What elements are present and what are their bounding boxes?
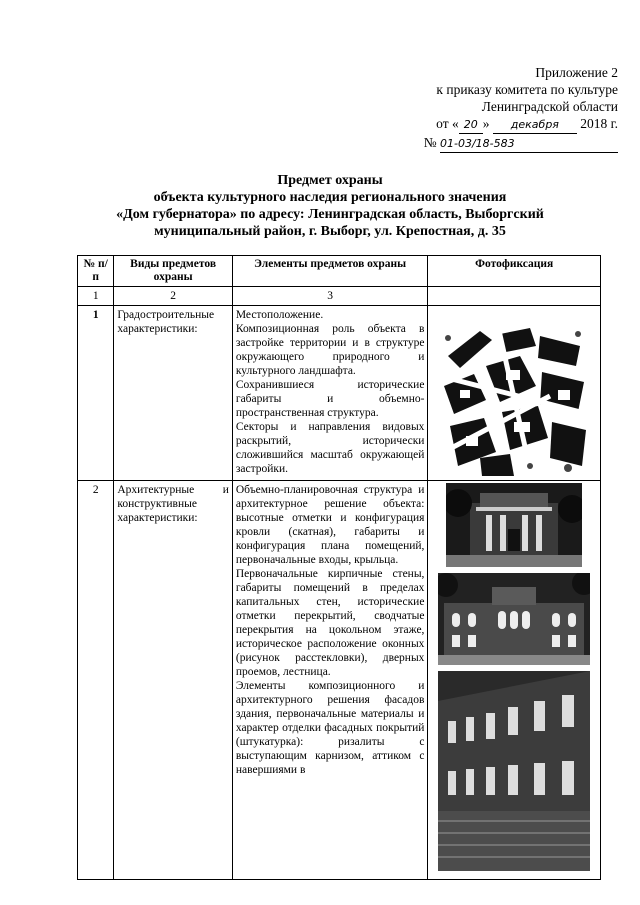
order-region-line: Ленинградской области bbox=[481, 99, 618, 114]
col-number-2: 2 bbox=[114, 287, 232, 306]
row-elements: Местоположение. Композиционная роль объекта в застройке территории и в структуре окружающего природного и культурного ландшафта. Сохранившиеся исторические габариты и объемно-пространственная структура. Секторы и направления видовых раскрытий, исторически сложившийся масштаб окружающей застройки. bbox=[232, 306, 428, 481]
document-title bbox=[60, 172, 600, 240]
col-header-elements: Элементы предметов охраны bbox=[232, 256, 428, 287]
order-number-value: 01-03/18-583 bbox=[440, 135, 618, 153]
date-day: 20 bbox=[459, 116, 483, 134]
appendix-label: Приложение 2 bbox=[535, 65, 618, 80]
col-number-1: 1 bbox=[78, 287, 114, 306]
satellite-map-image bbox=[440, 326, 588, 478]
photo-cell bbox=[428, 306, 601, 481]
table-row bbox=[78, 481, 601, 880]
date-month: декабря bbox=[493, 116, 577, 134]
col-header-photo: Фотофиксация bbox=[428, 256, 601, 287]
facade-photo-3 bbox=[438, 671, 590, 871]
order-header bbox=[358, 64, 618, 153]
facade-photo-1 bbox=[446, 483, 582, 567]
row-type: Градостроительные характеристики: bbox=[114, 306, 232, 481]
title-line-4: муниципальный район, г. Выборг, ул. Крепостная, д. 35 bbox=[154, 224, 506, 239]
facade-photo-2 bbox=[438, 573, 590, 665]
title-line-2: объекта культурного наследия регионального значения bbox=[153, 190, 507, 205]
order-number: № 01-03/18-583 bbox=[358, 134, 618, 153]
col-number-3: 3 bbox=[232, 287, 428, 306]
col-header-type: Виды предметов охраны bbox=[114, 256, 232, 287]
col-header-num: № п/п bbox=[78, 256, 114, 287]
table-row bbox=[78, 306, 601, 481]
row-elements: Объемно-планировочная структура и архитектурное решение объекта: высотные отметки и конфигурация кровли (скатная), габариты и конфигурация плана помещений, первоначальные входы, крыльца. Первоначальные кирпичные стены, габариты помещений в пределах капитальных стен, исторические отметки перекрытий, сводчатые перекрытия на цокольном этаже, историческое расположение оконных (рисунок расстекловки), дверных проемов, лестница. Элементы композиционного и архитектурного решения фасадов здания, первоначальные материалы и характер отделки фасадных покрытий (штукатурка): ризалиты с выступающим карнизом, аттиком с навершиями в bbox=[232, 481, 428, 880]
date-year: 2018 г. bbox=[580, 116, 618, 131]
order-committee-line: к приказу комитета по культуре bbox=[436, 82, 618, 97]
title-line-3: «Дом губернатора» по адресу: Ленинградская область, Выборгский bbox=[116, 207, 544, 222]
order-date: от « 20 » декабря 2018 г. bbox=[358, 115, 618, 134]
table-header-row bbox=[78, 256, 601, 287]
column-number-row bbox=[78, 287, 601, 306]
row-type: Архитектурные и конструктивные характеристики: bbox=[114, 481, 232, 880]
photo-cell bbox=[428, 481, 601, 880]
title-line-1: Предмет охраны bbox=[277, 173, 383, 188]
row-number: 1 bbox=[78, 306, 114, 481]
row-number: 2 bbox=[78, 481, 114, 880]
protection-subject-table bbox=[77, 255, 601, 880]
